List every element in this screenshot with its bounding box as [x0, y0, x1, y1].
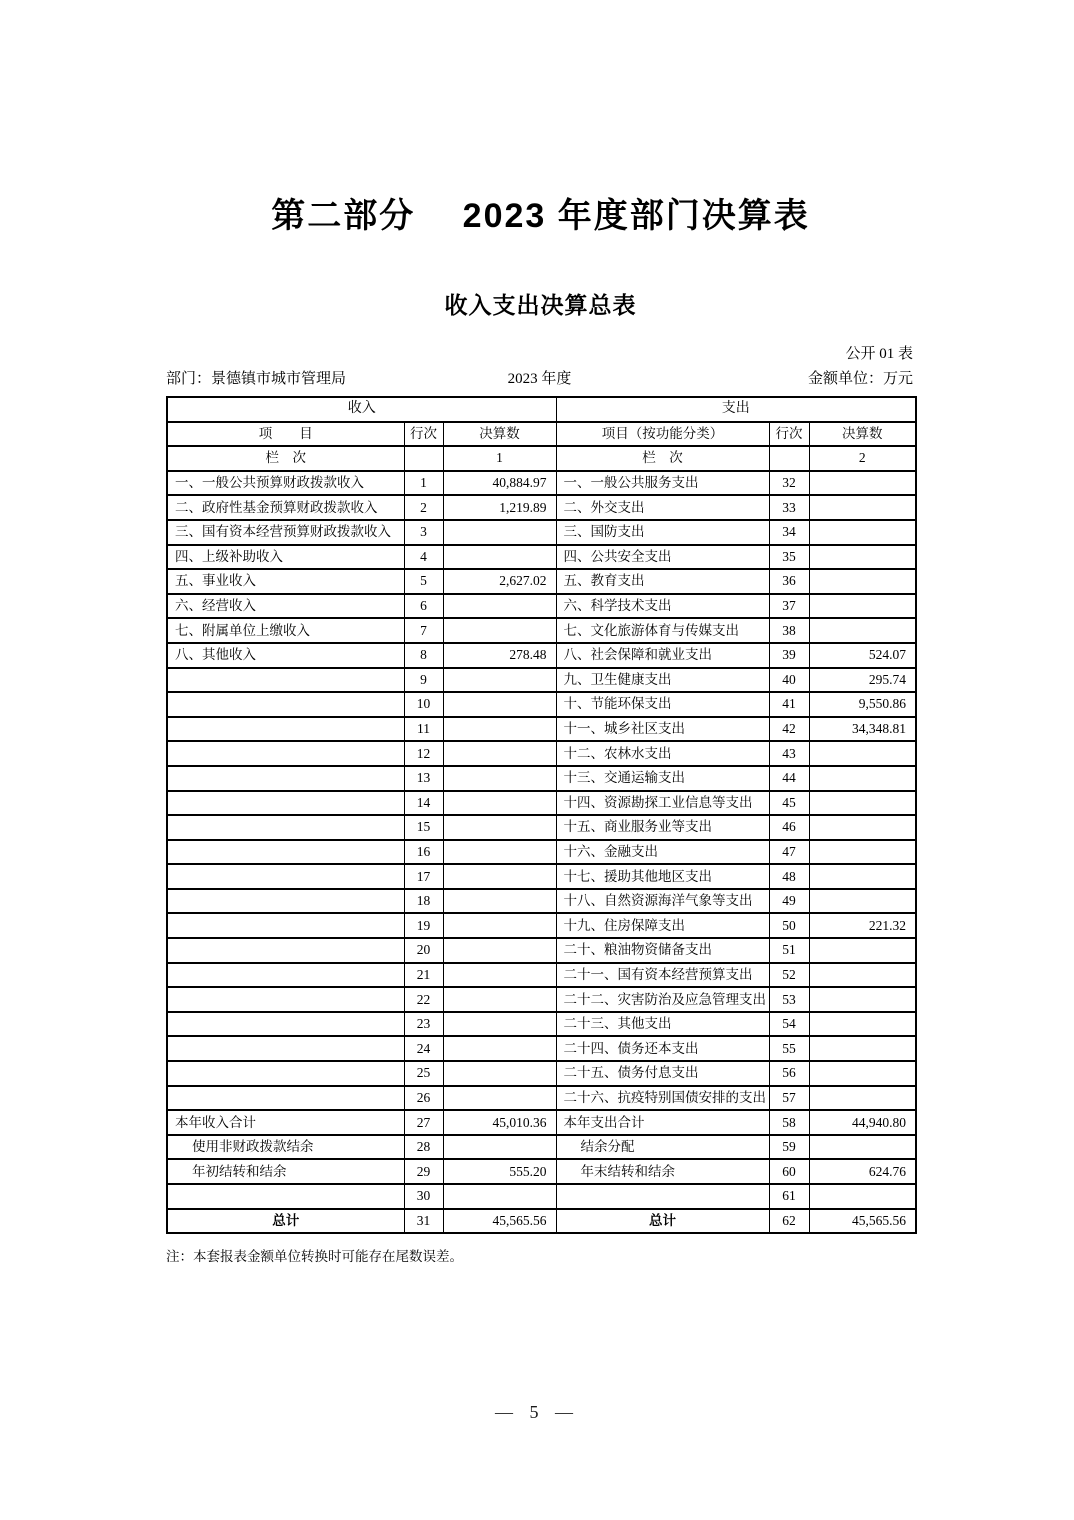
- expense-amount-cell: [809, 471, 916, 496]
- expense-item-cell: 本年支出合计: [556, 1110, 769, 1135]
- income-amount-cell: 40,884.97: [443, 471, 556, 496]
- expense-item-cell: 十七、援助其他地区支出: [556, 864, 769, 889]
- expense-amount-cell: [809, 1061, 916, 1086]
- table-row: [167, 545, 916, 570]
- income-row-cell: 18: [404, 889, 443, 914]
- income-index-empty: [404, 446, 443, 471]
- expense-amount-cell: [809, 791, 916, 816]
- expense-row-cell: 57: [769, 1086, 809, 1111]
- table-row: [167, 668, 916, 693]
- expense-amount-cell: [809, 495, 916, 520]
- income-amount-cell: [443, 864, 556, 889]
- income-amount-cell: [443, 1061, 556, 1086]
- expense-amount-cell: [809, 545, 916, 570]
- income-row-cell: 6: [404, 594, 443, 619]
- expense-row-cell: 38: [769, 618, 809, 643]
- budget-summary-table: [166, 396, 917, 1234]
- expense-row-cell: 40: [769, 668, 809, 693]
- table-row: [167, 1012, 916, 1037]
- table-row: [167, 1159, 916, 1184]
- expense-row-cell: 54: [769, 1012, 809, 1037]
- expense-row-cell: 61: [769, 1184, 809, 1209]
- income-row-cell: 29: [404, 1159, 443, 1184]
- table-row: [167, 1061, 916, 1086]
- income-amount-cell: [443, 1184, 556, 1209]
- income-row-cell: 5: [404, 569, 443, 594]
- department-label: 部门：景德镇市城市管理局: [166, 371, 347, 387]
- income-amount-cell: [443, 520, 556, 545]
- income-row-cell: 20: [404, 938, 443, 963]
- income-amount-cell: [443, 791, 556, 816]
- income-item-cell: [167, 791, 404, 816]
- income-amount-cell: [443, 1135, 556, 1160]
- expense-amount-cell: [809, 938, 916, 963]
- income-amount-cell: 45,010.36: [443, 1110, 556, 1135]
- expense-amount-cell: [809, 594, 916, 619]
- expense-item-cell: 结余分配: [556, 1135, 769, 1160]
- table-row: [167, 495, 916, 520]
- expense-rowno-header: 行次: [769, 422, 809, 447]
- unit-label: 金额单位：万元: [807, 371, 913, 387]
- income-row-cell: 2: [404, 495, 443, 520]
- expense-amount-cell: [809, 963, 916, 988]
- income-row-cell: 3: [404, 520, 443, 545]
- table-row: [167, 840, 916, 865]
- table-row: [167, 643, 916, 668]
- expense-row-cell: 52: [769, 963, 809, 988]
- table-row: [167, 1110, 916, 1135]
- expense-row-cell: 58: [769, 1110, 809, 1135]
- income-item-cell: [167, 692, 404, 717]
- expense-row-cell: 49: [769, 889, 809, 914]
- table-row: [167, 1135, 916, 1160]
- expense-index-label: 栏 次: [556, 446, 769, 471]
- income-item-cell: [167, 864, 404, 889]
- expense-item-cell: [556, 1184, 769, 1209]
- income-amount-cell: [443, 545, 556, 570]
- expense-row-cell: 59: [769, 1135, 809, 1160]
- income-index-value: 1: [443, 446, 556, 471]
- expense-row-cell: 37: [769, 594, 809, 619]
- expense-amount-cell: [809, 766, 916, 791]
- table-body: [167, 471, 916, 1233]
- expense-row-cell: 46: [769, 815, 809, 840]
- income-item-cell: [167, 938, 404, 963]
- expense-row-cell: 60: [769, 1159, 809, 1184]
- expense-row-cell: 42: [769, 717, 809, 742]
- income-amount-cell: 278.48: [443, 643, 556, 668]
- expense-item-cell: 十四、资源勘探工业信息等支出: [556, 791, 769, 816]
- expense-item-cell: 二十四、债务还本支出: [556, 1036, 769, 1061]
- expense-item-cell: 二十、粮油物资储备支出: [556, 938, 769, 963]
- income-row-cell: 4: [404, 545, 443, 570]
- table-row: [167, 913, 916, 938]
- income-item-cell: [167, 889, 404, 914]
- income-row-cell: 19: [404, 913, 443, 938]
- expense-amount-cell: [809, 864, 916, 889]
- expense-row-cell: 51: [769, 938, 809, 963]
- income-row-cell: 16: [404, 840, 443, 865]
- expense-amount-cell: [809, 840, 916, 865]
- income-item-header: 项 目: [167, 422, 404, 447]
- income-amount-cell: [443, 594, 556, 619]
- expense-row-cell: 41: [769, 692, 809, 717]
- income-section-header: 收入: [167, 397, 556, 422]
- expense-row-cell: 33: [769, 495, 809, 520]
- income-amount-cell: [443, 717, 556, 742]
- expense-amount-cell: [809, 1184, 916, 1209]
- income-item-cell: 使用非财政拨款结余: [167, 1135, 404, 1160]
- expense-amount-cell: 9,550.86: [809, 692, 916, 717]
- income-row-cell: 25: [404, 1061, 443, 1086]
- income-row-cell: 23: [404, 1012, 443, 1037]
- income-item-cell: [167, 1012, 404, 1037]
- expense-row-cell: 35: [769, 545, 809, 570]
- expense-amount-cell: 34,348.81: [809, 717, 916, 742]
- income-row-cell: 24: [404, 1036, 443, 1061]
- table-row: [167, 471, 916, 496]
- expense-amount-header: 决算数: [809, 422, 916, 447]
- table-row: [167, 791, 916, 816]
- expense-row-cell: 34: [769, 520, 809, 545]
- income-item-cell: [167, 840, 404, 865]
- table-row: [167, 741, 916, 766]
- income-item-cell: 总计: [167, 1209, 404, 1234]
- income-item-cell: 六、经营收入: [167, 594, 404, 619]
- expense-item-cell: 二十五、债务付息支出: [556, 1061, 769, 1086]
- expense-row-cell: 55: [769, 1036, 809, 1061]
- expense-item-cell: 五、教育支出: [556, 569, 769, 594]
- income-row-cell: 21: [404, 963, 443, 988]
- expense-amount-cell: [809, 569, 916, 594]
- expense-amount-cell: [809, 1036, 916, 1061]
- income-item-cell: [167, 668, 404, 693]
- income-item-cell: 四、上级补助收入: [167, 545, 404, 570]
- page-title: 第二部分 2023 年度部门决算表: [271, 197, 810, 235]
- expense-row-cell: 39: [769, 643, 809, 668]
- expense-section-header: 支出: [556, 397, 916, 422]
- section-header-row: [167, 397, 916, 422]
- income-row-cell: 22: [404, 987, 443, 1012]
- income-item-cell: [167, 766, 404, 791]
- meta-line: [166, 368, 915, 390]
- expense-amount-cell: 295.74: [809, 668, 916, 693]
- expense-item-cell: 十、节能环保支出: [556, 692, 769, 717]
- expense-row-cell: 47: [769, 840, 809, 865]
- expense-item-cell: 年末结转和结余: [556, 1159, 769, 1184]
- income-row-cell: 10: [404, 692, 443, 717]
- income-index-label: 栏 次: [167, 446, 404, 471]
- income-item-cell: 本年收入合计: [167, 1110, 404, 1135]
- income-item-cell: [167, 1184, 404, 1209]
- income-amount-cell: [443, 618, 556, 643]
- table-row: [167, 594, 916, 619]
- income-item-cell: [167, 913, 404, 938]
- expense-amount-cell: 45,565.56: [809, 1209, 916, 1234]
- expense-row-cell: 36: [769, 569, 809, 594]
- expense-item-header: 项目（按功能分类）: [556, 422, 769, 447]
- income-item-cell: [167, 1061, 404, 1086]
- income-row-cell: 11: [404, 717, 443, 742]
- income-amount-cell: [443, 815, 556, 840]
- table-row: [167, 864, 916, 889]
- income-item-cell: 五、事业收入: [167, 569, 404, 594]
- income-amount-cell: [443, 741, 556, 766]
- expense-row-cell: 32: [769, 471, 809, 496]
- income-amount-cell: [443, 766, 556, 791]
- expense-item-cell: 十二、农林水支出: [556, 741, 769, 766]
- table-row: [167, 963, 916, 988]
- table-row: [167, 569, 916, 594]
- expense-item-cell: 二十六、抗疫特别国债安排的支出: [556, 1086, 769, 1111]
- income-row-cell: 30: [404, 1184, 443, 1209]
- income-amount-header: 决算数: [443, 422, 556, 447]
- table-row: [167, 938, 916, 963]
- expense-index-value: 2: [809, 446, 916, 471]
- income-amount-cell: [443, 938, 556, 963]
- income-item-cell: [167, 963, 404, 988]
- expense-item-cell: 三、国防支出: [556, 520, 769, 545]
- income-row-cell: 27: [404, 1110, 443, 1135]
- income-amount-cell: [443, 1086, 556, 1111]
- expense-row-cell: 62: [769, 1209, 809, 1234]
- expense-amount-cell: [809, 1135, 916, 1160]
- income-amount-cell: [443, 1036, 556, 1061]
- income-amount-cell: [443, 987, 556, 1012]
- expense-row-cell: 48: [769, 864, 809, 889]
- expense-item-cell: 九、卫生健康支出: [556, 668, 769, 693]
- expense-row-cell: 50: [769, 913, 809, 938]
- table-row: [167, 717, 916, 742]
- expense-row-cell: 44: [769, 766, 809, 791]
- expense-row-cell: 43: [769, 741, 809, 766]
- expense-item-cell: 四、公共安全支出: [556, 545, 769, 570]
- income-item-cell: [167, 717, 404, 742]
- expense-item-cell: 二十三、其他支出: [556, 1012, 769, 1037]
- income-amount-cell: [443, 692, 556, 717]
- expense-item-cell: 二十二、灾害防治及应急管理支出: [556, 987, 769, 1012]
- footnote: 注：本套报表金额单位转换时可能存在尾数误差。: [166, 1249, 463, 1265]
- table-row: [167, 1086, 916, 1111]
- income-row-cell: 14: [404, 791, 443, 816]
- table-title: 收入支出决算总表: [444, 292, 637, 318]
- income-amount-cell: [443, 1012, 556, 1037]
- document-content: [166, 0, 915, 1265]
- income-item-cell: 八、其他收入: [167, 643, 404, 668]
- expense-amount-cell: 624.76: [809, 1159, 916, 1184]
- column-index-row: [167, 446, 916, 471]
- income-row-cell: 13: [404, 766, 443, 791]
- income-item-cell: 年初结转和结余: [167, 1159, 404, 1184]
- income-item-cell: [167, 1086, 404, 1111]
- expense-item-cell: 一、一般公共服务支出: [556, 471, 769, 496]
- expense-item-cell: 总计: [556, 1209, 769, 1234]
- expense-item-cell: 十八、自然资源海洋气象等支出: [556, 889, 769, 914]
- income-amount-cell: 555.20: [443, 1159, 556, 1184]
- table-row: [167, 987, 916, 1012]
- expense-row-cell: 45: [769, 791, 809, 816]
- column-header-row: [167, 422, 916, 447]
- expense-item-cell: 十五、商业服务业等支出: [556, 815, 769, 840]
- expense-amount-cell: [809, 987, 916, 1012]
- expense-item-cell: 十三、交通运输支出: [556, 766, 769, 791]
- expense-amount-cell: 524.07: [809, 643, 916, 668]
- expense-amount-cell: [809, 815, 916, 840]
- table-row: [167, 692, 916, 717]
- table-row: [167, 520, 916, 545]
- income-item-cell: [167, 1036, 404, 1061]
- expense-amount-cell: [809, 889, 916, 914]
- table-row: [167, 1036, 916, 1061]
- expense-amount-cell: [809, 618, 916, 643]
- table-row: [167, 815, 916, 840]
- public-table-label: 公开 01 表: [845, 346, 913, 362]
- table-row: [167, 1184, 916, 1209]
- expense-item-cell: 六、科学技术支出: [556, 594, 769, 619]
- expense-item-cell: 二十一、国有资本经营预算支出: [556, 963, 769, 988]
- income-item-cell: 一、一般公共预算财政拨款收入: [167, 471, 404, 496]
- income-item-cell: 三、国有资本经营预算财政拨款收入: [167, 520, 404, 545]
- income-row-cell: 1: [404, 471, 443, 496]
- expense-item-cell: 八、社会保障和就业支出: [556, 643, 769, 668]
- income-item-cell: [167, 815, 404, 840]
- expense-item-cell: 十一、城乡社区支出: [556, 717, 769, 742]
- income-item-cell: 二、政府性基金预算财政拨款收入: [167, 495, 404, 520]
- income-amount-cell: 1,219.89: [443, 495, 556, 520]
- income-amount-cell: [443, 840, 556, 865]
- income-item-cell: [167, 741, 404, 766]
- table-row: [167, 889, 916, 914]
- income-row-cell: 17: [404, 864, 443, 889]
- income-row-cell: 7: [404, 618, 443, 643]
- expense-amount-cell: [809, 1086, 916, 1111]
- income-row-cell: 8: [404, 643, 443, 668]
- income-row-cell: 26: [404, 1086, 443, 1111]
- income-amount-cell: [443, 889, 556, 914]
- table-row: [167, 1209, 916, 1234]
- table-row: [167, 618, 916, 643]
- income-item-cell: [167, 987, 404, 1012]
- expense-index-empty: [769, 446, 809, 471]
- table-row: [167, 766, 916, 791]
- income-amount-cell: [443, 913, 556, 938]
- income-row-cell: 31: [404, 1209, 443, 1234]
- income-item-cell: 七、附属单位上缴收入: [167, 618, 404, 643]
- expense-item-cell: 七、文化旅游体育与传媒支出: [556, 618, 769, 643]
- income-amount-cell: [443, 668, 556, 693]
- income-amount-cell: [443, 963, 556, 988]
- income-row-cell: 15: [404, 815, 443, 840]
- expense-item-cell: 十六、金融支出: [556, 840, 769, 865]
- expense-row-cell: 56: [769, 1061, 809, 1086]
- expense-amount-cell: [809, 741, 916, 766]
- expense-amount-cell: [809, 1012, 916, 1037]
- income-amount-cell: 45,565.56: [443, 1209, 556, 1234]
- expense-amount-cell: 44,940.80: [809, 1110, 916, 1135]
- fiscal-year-label: 2023 年度: [507, 371, 572, 387]
- income-amount-cell: 2,627.02: [443, 569, 556, 594]
- income-row-cell: 9: [404, 668, 443, 693]
- income-row-cell: 28: [404, 1135, 443, 1160]
- expense-item-cell: 十九、住房保障支出: [556, 913, 769, 938]
- expense-amount-cell: 221.32: [809, 913, 916, 938]
- expense-row-cell: 53: [769, 987, 809, 1012]
- expense-amount-cell: [809, 520, 916, 545]
- page-number: — 5 —: [495, 1402, 579, 1422]
- income-row-cell: 12: [404, 741, 443, 766]
- expense-item-cell: 二、外交支出: [556, 495, 769, 520]
- income-rowno-header: 行次: [404, 422, 443, 447]
